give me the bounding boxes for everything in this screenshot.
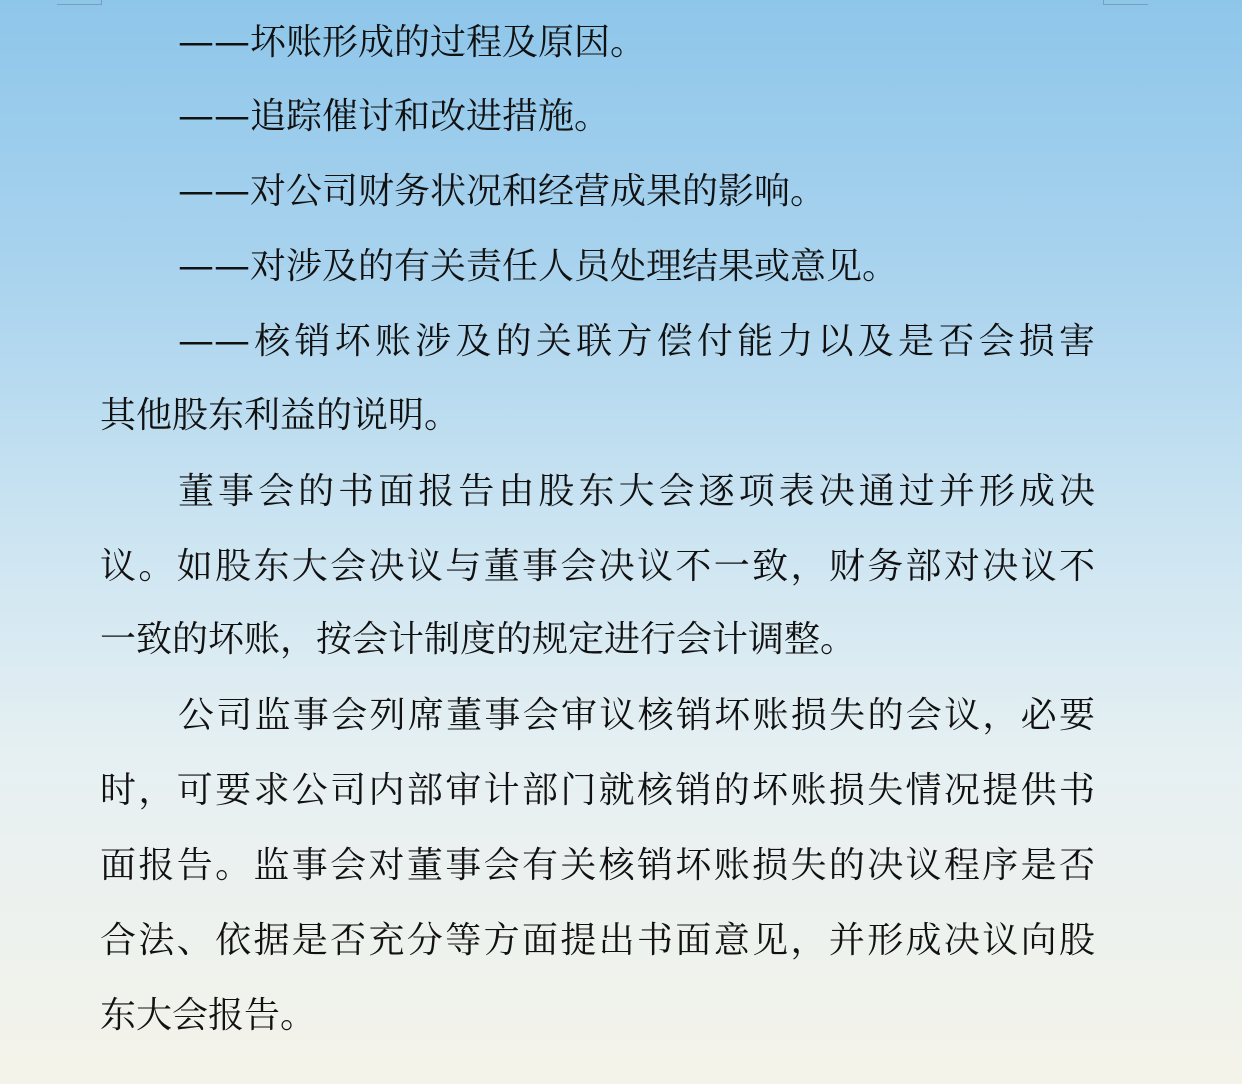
paragraph-line: 东大会报告。 (100, 995, 317, 1036)
bullet-line: ——对公司财务状况和经营成果的影响。 (178, 171, 827, 212)
paragraph-line: 议。如股东大会决议与董事会决议不一致，财务部对决议不 (100, 546, 1095, 587)
bullet-line: ——坏账形成的过程及原因。 (178, 22, 647, 63)
crop-mark-top-left (57, 0, 102, 5)
paragraph-line: 时，可要求公司内部审计部门就核销的坏账损失情况提供书 (100, 770, 1095, 811)
bullet-line: ——追踪催讨和改进措施。 (178, 96, 611, 137)
crop-mark-top-right (1103, 0, 1148, 5)
text-line: 其他股东利益的说明。 (100, 395, 461, 436)
paragraph-line: 董事会的书面报告由股东大会逐项表决通过并形成决 (178, 471, 1095, 512)
paragraph-line: 公司监事会列席董事会审议核销坏账损失的会议，必要 (178, 695, 1095, 736)
paragraph-line: 合法、依据是否充分等方面提出书面意见，并形成决议向股 (100, 920, 1095, 961)
paragraph-line: 一致的坏账，按会计制度的规定进行会计调整。 (100, 619, 857, 660)
paragraph-line: 面报告。监事会对董事会有关核销坏账损失的决议程序是否 (100, 845, 1095, 886)
bullet-line: ——核销坏账涉及的关联方偿付能力以及是否会损害 (178, 321, 1095, 362)
bullet-line: ——对涉及的有关责任人员处理结果或意见。 (178, 246, 899, 287)
